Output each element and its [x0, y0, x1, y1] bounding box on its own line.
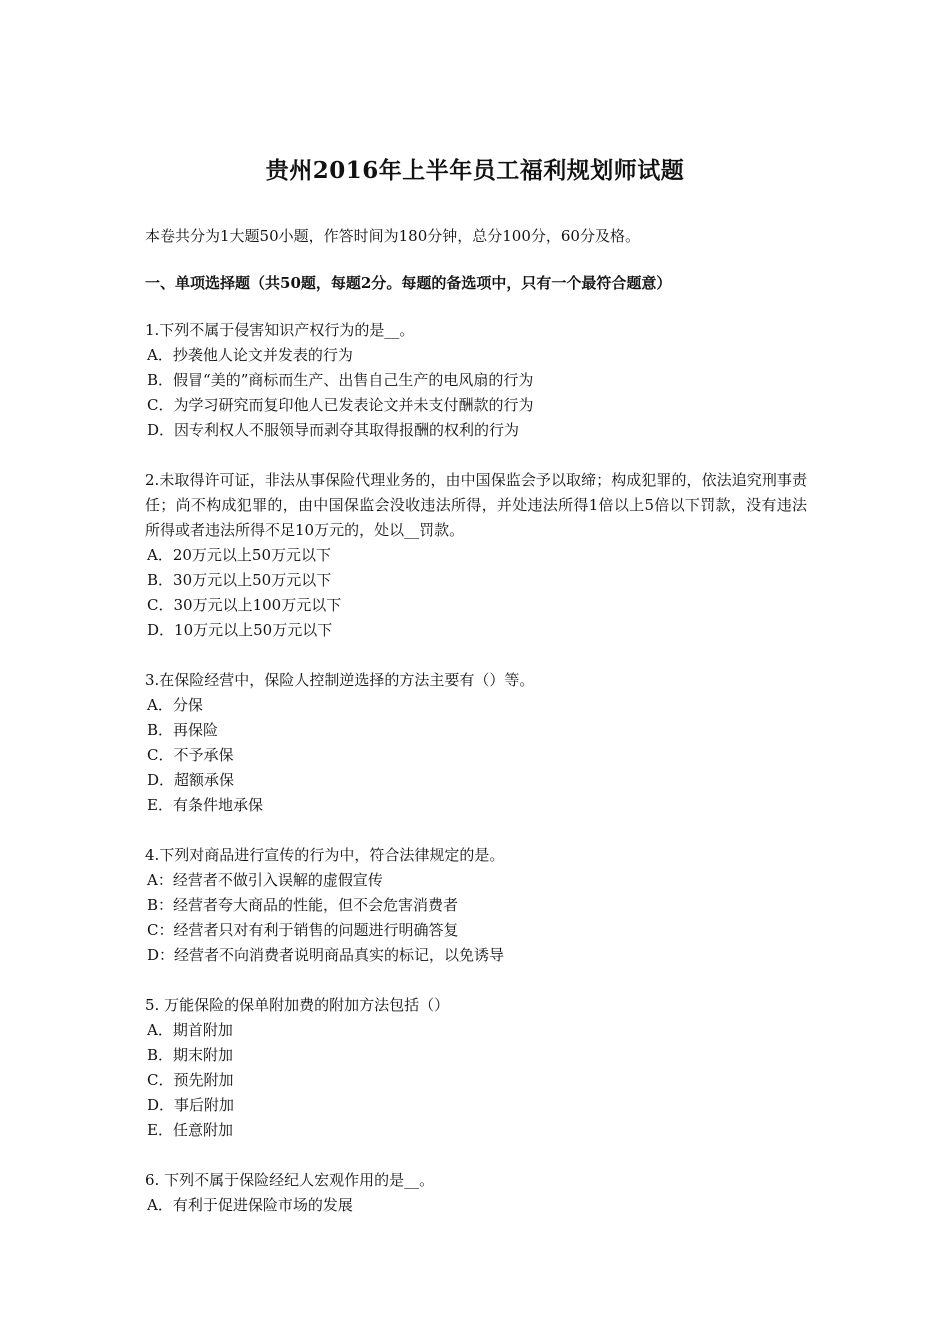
option-a: A．期首附加 — [147, 1021, 233, 1039]
option-c: C．预先附加 — [147, 1071, 234, 1089]
option-b: B．假冒“美的”商标而生产、出售自己生产的电风扇的行为 — [147, 371, 534, 389]
option-a: A．抄袭他人论文并发表的行为 — [147, 346, 353, 364]
option-c: C．不予承保 — [147, 746, 234, 764]
option-d: D．超额承保 — [147, 771, 235, 789]
question-stem: 5. 万能保险的保单附加费的附加方法包括（） — [145, 996, 450, 1014]
option-d: D．事后附加 — [147, 1096, 235, 1114]
option-b: B：经营者夸大商品的性能，但不会危害消费者 — [147, 896, 459, 914]
exam-intro: 本卷共分为1大题50小题，作答时间为180分钟，总分100分，60分及格。 — [145, 227, 640, 245]
document-body — [145, 224, 807, 1243]
option-c: C．30万元以上100万元以下 — [147, 596, 342, 614]
option-d: D．因专利权人不服领导而剥夺其取得报酬的权利的行为 — [147, 421, 520, 439]
question-6 — [145, 1168, 807, 1218]
question-stem: 2.未取得许可证，非法从事保险代理业务的，由中国保监会予以取缔；构成犯罪的，依法追究刑事责任；尚不构成犯罪的，由中国保监会没收违法所得，并处违法所得1倍以上5倍以下罚款，没有违法所得或者违法所得不足10万元的，处以__罚款。 — [145, 471, 807, 539]
option-a: A．有利于促进保险市场的发展 — [147, 1196, 353, 1214]
question-4 — [145, 843, 807, 968]
question-stem: 1.下列不属于侵害知识产权行为的是__。 — [145, 321, 415, 339]
option-a: A．分保 — [147, 696, 203, 714]
option-d: D：经营者不向消费者说明商品真实的标记，以免诱导 — [147, 946, 505, 964]
question-stem: 6. 下列不属于保险经纪人宏观作用的是__。 — [145, 1171, 435, 1189]
option-a: A．20万元以上50万元以下 — [147, 546, 332, 564]
document-title: 贵州2016年上半年员工福利规划师试题 — [265, 157, 685, 184]
option-e: E．有条件地承保 — [147, 796, 263, 814]
option-d: D．10万元以上50万元以下 — [147, 621, 333, 639]
option-b: B．再保险 — [147, 721, 219, 739]
question-2 — [145, 468, 807, 643]
option-c: C：经营者只对有利于销售的问题进行明确答复 — [147, 921, 459, 939]
question-stem: 4.下列对商品进行宣传的行为中，符合法律规定的是。 — [145, 846, 505, 864]
section-heading: 一、单项选择题（共50题，每题2分。每题的备选项中，只有一个最符合题意） — [145, 274, 672, 292]
option-b: B．30万元以上50万元以下 — [147, 571, 332, 589]
question-stem: 3.在保险经营中，保险人控制逆选择的方法主要有（）等。 — [145, 671, 535, 689]
option-c: C．为学习研究而复印他人已发表论文并未支付酬款的行为 — [147, 396, 534, 414]
option-b: B．期末附加 — [147, 1046, 234, 1064]
question-1 — [145, 318, 807, 443]
option-a: A：经营者不做引入误解的虚假宣传 — [147, 871, 383, 889]
option-e: E．任意附加 — [147, 1121, 233, 1139]
question-3 — [145, 668, 807, 818]
question-5 — [145, 993, 807, 1143]
